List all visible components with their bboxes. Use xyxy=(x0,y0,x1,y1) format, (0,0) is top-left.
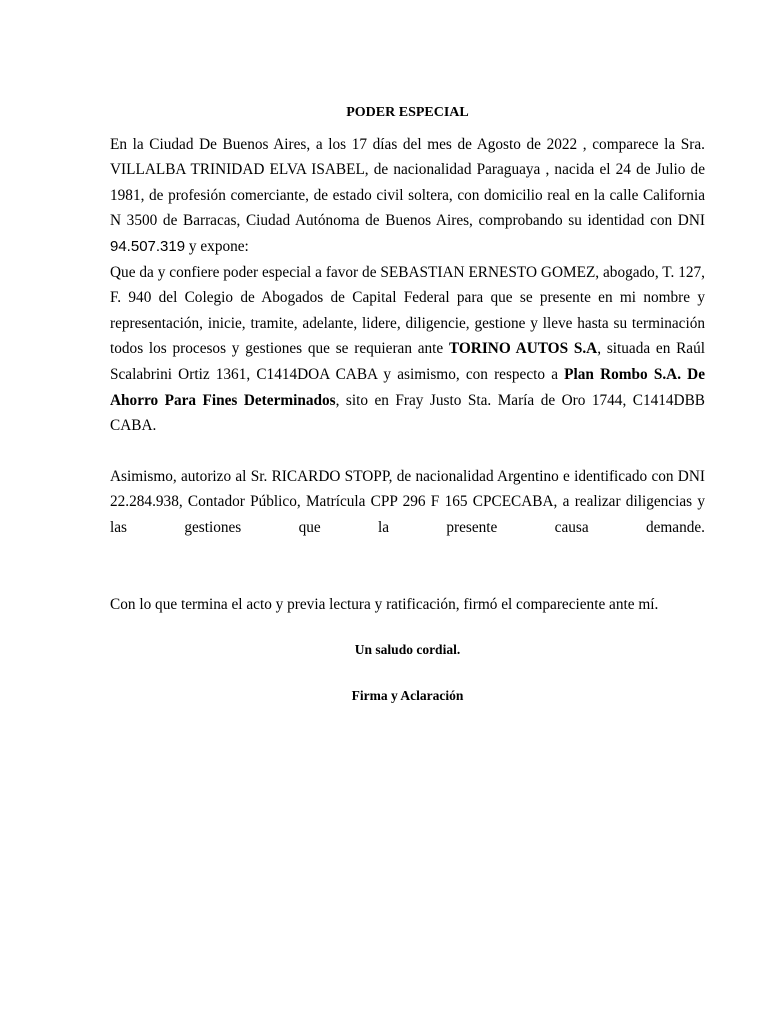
grant-text-2: , situada en Raúl Scalabrini Ortiz 1361, C1414DOA CABA y asimismo, con respecto a xyxy=(110,340,705,383)
paragraph-authorization: Asimismo, autorizo al Sr. RICARDO STOPP, de nacionalidad Argentino e identificado con DNI 22.284.938, Contador Público, Matrícula CPP 296 F 165 CPCECABA, a realizar diligencias y las gestiones que la presente causa demande. xyxy=(110,467,705,536)
paragraph-appearance xyxy=(110,132,705,260)
closing-greeting: Un saludo cordial. xyxy=(354,642,461,658)
paragraph-grant xyxy=(110,260,705,439)
spacer xyxy=(110,541,705,592)
grant-text: Que da y confiere poder especial a favor de SEBASTIAN ERNESTO GOMEZ, abogado, T. 127, F. 940 del Colegio de Abogados de Capital Federal para que se presente en mi nombre y representación, inicie, tramite, adelante, lidere, diligencie, gestione y lleve hasta su terminación todos los procesos y gestiones que se requieran ante xyxy=(110,263,705,358)
signature-label: Firma y Aclaración xyxy=(351,687,464,703)
document-title: PODER ESPECIAL xyxy=(346,105,469,120)
appearance-text: En la Ciudad De Buenos Aires, a los 17 días del mes de Agosto de 2022 , comparece la Sra. VILLALBA TRINIDAD ELVA ISABEL, de nacionalidad Paraguaya , nacida el 24 de Julio de 1981, de profesión comerciante, de estado civil soltera, con domicilio real en la calle California N 3500 de Barracas, Ciudad Autónoma de Buenos Aires, comprobando su identidad con DNI xyxy=(110,135,705,230)
dni-number: 94.507.319 xyxy=(110,237,186,255)
company-plan-rombo: Plan Rombo S.A. De Ahorro Para Fines Determinados xyxy=(110,365,706,409)
spacer xyxy=(110,439,705,464)
company-torino: TORINO AUTOS S.A xyxy=(448,340,598,358)
spacer xyxy=(110,617,705,637)
appearance-end: y expone: xyxy=(188,237,249,255)
grant-text-3: , sito en Fray Justo Sta. María de Oro 1744, C1414DBB CABA. xyxy=(110,391,706,435)
paragraph-closing-act: Con lo que termina el acto y previa lectura y ratificación, firmó el compareciente ante mí. xyxy=(110,595,659,613)
spacer xyxy=(110,663,705,683)
document-body xyxy=(110,100,705,708)
